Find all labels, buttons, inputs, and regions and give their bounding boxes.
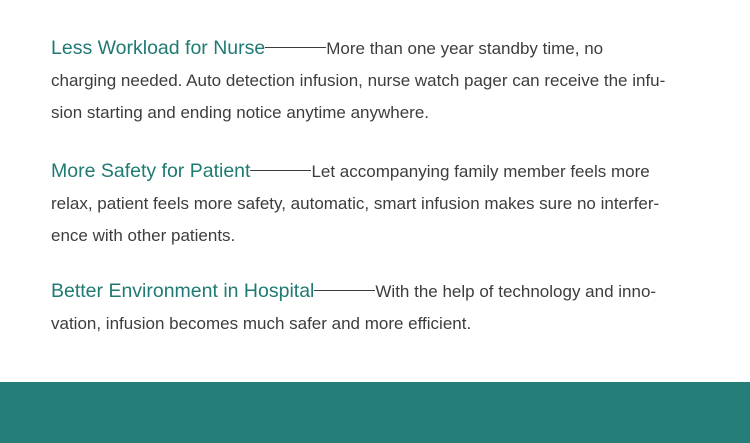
feature-description-line: vation, infusion becomes much safer and more efficient. <box>51 314 472 333</box>
feature-nurse-workload <box>51 32 701 129</box>
heading-connector-line <box>265 47 326 48</box>
feature-description-line: More than one year standby time, no <box>326 39 604 58</box>
heading-connector-line <box>314 290 375 291</box>
feature-description-line: sion starting and ending notice anytime anywhere. <box>51 103 430 122</box>
feature-hospital-environment <box>51 275 701 340</box>
feature-description-line: ence with other patients. <box>51 226 236 245</box>
feature-heading: More Safety for Patient <box>51 160 251 182</box>
feature-first-line <box>51 275 701 308</box>
feature-description-line: charging needed. Auto detection infusion, nurse watch pager can receive the infu- <box>51 71 666 90</box>
feature-description-line: Let accompanying family member feels more <box>311 162 650 181</box>
feature-first-line <box>51 155 701 188</box>
feature-heading: Less Workload for Nurse <box>51 37 266 59</box>
feature-patient-safety <box>51 155 701 252</box>
heading-connector-line <box>250 170 311 171</box>
feature-heading: Better Environment in Hospital <box>51 280 315 302</box>
feature-first-line <box>51 32 701 65</box>
feature-description-line: With the help of technology and inno- <box>375 282 657 301</box>
feature-description-line: relax, patient feels more safety, automatic, smart infusion makes sure no interfer- <box>51 194 660 213</box>
footer-bar <box>0 382 750 443</box>
